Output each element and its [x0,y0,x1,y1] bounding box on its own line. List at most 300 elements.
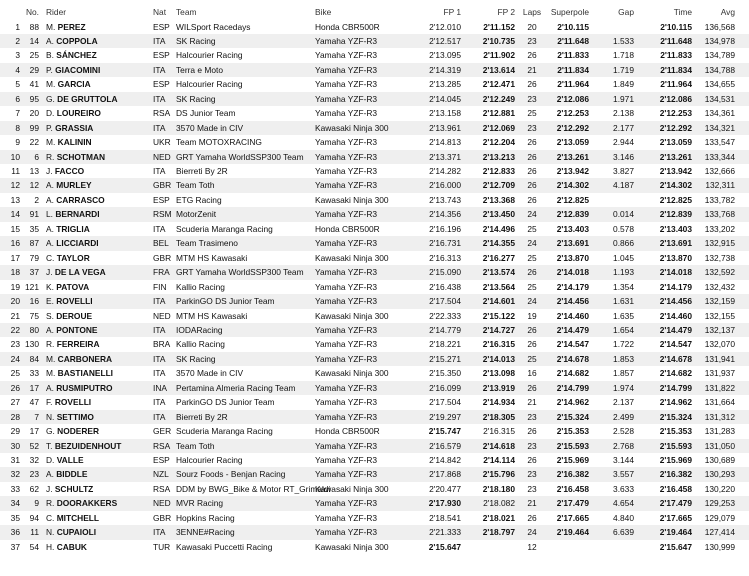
row-rider-initial: B. [46,50,54,61]
row-nationality: ITA [153,527,166,538]
row-nationality: ITA [153,296,166,307]
row-position: 34 [10,498,20,509]
row-team: 3570 Made in CIV [176,368,244,379]
row-laps: 26 [527,455,537,465]
row-laps: 26 [527,512,537,523]
row-bike: Honda CBR500R [315,223,380,234]
row-nationality: NED [153,310,171,321]
row-rider [46,178,150,193]
header-superpole: Superpole [550,7,589,17]
row-gap: 1.635 [613,310,634,321]
row-fp1: 2'14.842 [429,455,461,465]
row-team: DS Junior Team [176,108,236,119]
row-position: 26 [10,382,20,393]
row-bike: Yamaha YZF-R3 [315,512,378,523]
row-gap: 0.578 [613,223,634,234]
row-nationality: RSA [153,108,171,119]
row-position: 25 [10,368,20,379]
row-rider-initial: P. [46,122,53,133]
header-nat: Nat [153,7,167,17]
row-nationality: GER [153,426,172,437]
row-rider [46,467,150,482]
row-avg: 136,568 [704,21,735,32]
row-rider-surname: DEROUE [56,310,93,321]
row-avg: 127,414 [704,527,735,538]
row-rider [46,236,150,251]
row-gap: 1.719 [613,64,634,75]
table-row [0,337,749,352]
row-gap: 2.768 [613,440,634,451]
row-rider-surname: ROVELLI [54,397,92,408]
row-rider-surname: LICCIARDI [56,238,99,249]
row-avg: 133,782 [704,194,735,205]
row-rider-number: 84 [29,353,39,364]
header-laps: Laps [522,7,542,17]
row-superpole: 2'13.691 [556,238,589,249]
row-avg: 132,311 [705,180,735,191]
row-avg: 129,079 [704,512,735,523]
row-fp1: 2'17.504 [429,296,461,307]
row-avg: 133,344 [704,151,735,162]
row-nationality: BEL [153,238,169,249]
row-rider [46,48,150,63]
row-team: Kallio Racing [176,339,225,350]
row-superpole: 2'17.479 [556,498,589,509]
row-nationality: ESP [153,50,170,61]
row-fp1: 2'13.961 [429,122,461,133]
row-fp2: 2'18.082 [483,498,515,509]
row-team: ETG Racing [176,194,222,205]
row-bike: Yamaha YZF-R3 [315,353,378,364]
row-rider-number: 6 [34,151,39,162]
row-fp1: 2'18.221 [429,339,461,350]
row-nationality: NED [153,498,171,509]
row-superpole: 2'13.942 [556,166,589,176]
row-team: Halcourier Racing [176,50,243,61]
row-laps: 26 [527,79,537,90]
row-rider [46,34,150,49]
row-time: 2'13.059 [659,137,692,148]
header-time: Time [673,7,692,17]
row-avg: 132,666 [704,166,735,176]
row-rider-initial: R. [46,339,55,350]
row-fp2: 2'14.618 [482,440,515,451]
row-position: 15 [10,223,20,234]
row-rider [46,63,150,78]
header-fp2: FP 2 [497,7,515,17]
row-team: GRT Yamaha WorldSSP300 Team [176,267,304,278]
row-fp2: 2'12.833 [482,166,515,176]
row-fp2: 2'13.450 [482,209,515,220]
row-fp2: 2'14.496 [482,223,515,234]
row-position: 20 [10,296,20,307]
row-rider-initial: N. [46,527,55,538]
row-position: 11 [11,166,20,176]
row-rider-surname: PEREZ [57,21,86,32]
row-laps: 25 [527,108,537,119]
row-rider-number: 9 [34,498,39,509]
row-laps: 23 [527,93,537,104]
row-superpole: 2'14.018 [556,267,589,278]
row-team: MotorZenit [176,209,217,220]
row-rider-initial: M. [46,353,56,364]
row-team: MVR Racing [176,498,224,509]
row-fp1: 2'17.930 [428,498,461,509]
row-gap: 3.557 [613,469,634,480]
row-rider [46,207,150,222]
row-position: 17 [10,252,20,263]
row-team: Team Toth [176,440,215,451]
row-avg: 130,293 [704,469,735,480]
row-rider-surname: TRIGLIA [56,223,90,234]
row-laps: 24 [527,209,537,220]
row-laps: 21 [527,498,537,509]
row-bike: Honda CBR500R [315,426,380,437]
row-fp1: 2'22.333 [429,310,461,321]
row-superpole: 2'15.353 [556,426,589,437]
row-team: Team MOTOXRACING [176,137,262,148]
row-gap: 2.137 [613,397,634,408]
table-row [0,222,749,237]
row-rider-number: 80 [29,324,39,335]
row-laps: 26 [527,426,537,437]
row-rider-initial: A. [46,382,54,393]
row-rider-initial: M. [46,137,56,148]
row-time: 2'14.456 [659,296,692,307]
row-rider-initial: F. [46,397,53,408]
table-row [0,453,749,468]
row-time: 2'14.682 [659,368,692,379]
header-team: Team [176,7,197,17]
row-nationality: ESP [153,79,170,90]
row-fp1: 2'16.579 [429,440,461,451]
row-time: 2'11.964 [660,79,692,90]
row-gap: 3.146 [613,151,634,162]
row-nationality: ITA [153,93,166,104]
row-gap: 2.499 [613,411,634,422]
row-avg: 134,788 [704,64,735,75]
row-fp2: 2'12.881 [482,108,515,119]
row-laps: 23 [527,35,537,46]
row-rider-surname: MITCHELL [56,512,100,523]
row-rider-number: 32 [29,455,39,465]
row-laps: 23 [527,440,537,451]
row-rider-initial: P. [46,64,53,75]
row-rider-number: 130 [25,339,39,350]
row-fp2: 2'11.152 [483,21,515,32]
row-rider-surname: ROVELLI [56,296,93,307]
row-fp1: 2'16.196 [429,223,461,234]
row-team: 3570 Made in CIV [176,122,244,133]
row-position: 31 [10,455,20,465]
row-superpole: 2'14.479 [556,324,589,335]
row-bike: Yamaha YZF-R3 [315,469,378,480]
row-rider-initial: R. [46,151,55,162]
table-row [0,178,749,193]
row-fp2: 2'14.601 [482,296,515,307]
row-rider-surname: BIDDLE [56,469,88,480]
row-time: 2'13.870 [659,252,692,263]
row-fp2: 2'12.471 [482,79,515,90]
row-team: Scuderia Maranga Racing [176,223,273,234]
row-superpole: 2'13.403 [556,223,589,234]
row-fp1: 2'14.319 [429,64,461,75]
row-fp1: 2'16.000 [429,180,461,191]
row-bike: Kawasaki Ninja 300 [315,541,389,552]
row-superpole: 2'13.059 [556,137,589,148]
row-bike: Yamaha YZF-R3 [315,35,378,46]
row-superpole: 2'14.678 [556,353,589,364]
row-rider-number: 75 [29,310,39,321]
row-fp2: 2'14.355 [482,238,515,249]
row-bike: Yamaha YZF-R3 [315,151,378,162]
row-team: Kawasaki Puccetti Racing [176,541,273,552]
row-fp1: 2'15.350 [429,368,461,379]
row-gap: 6.639 [613,527,634,538]
row-nationality: NZL [153,469,169,480]
row-fp1: 2'14.282 [429,166,461,176]
row-superpole: 2'14.456 [556,296,589,307]
row-position: 4 [15,64,20,75]
row-fp2: 2'13.213 [482,151,515,162]
row-laps: 26 [527,166,537,176]
row-nationality: ESP [153,21,170,32]
row-rider-surname: SCHOTMAN [56,151,106,162]
row-fp1: 2'14.813 [429,137,461,148]
row-position: 36 [10,527,20,538]
row-rider-surname: SCHULTZ [54,483,94,494]
row-rider-number: 29 [29,64,39,75]
row-rider [46,410,150,425]
row-fp1: 2'14.779 [429,324,461,335]
row-fp1: 2'18.541 [429,512,461,523]
row-rider [46,395,150,410]
row-gap: 1.718 [613,50,634,61]
table-row [0,48,749,63]
row-rider-initial: J. [46,267,53,278]
row-team: Bierreti By 2R [176,411,228,422]
header-rider: Rider [46,7,67,17]
row-time: 2'12.253 [659,108,692,119]
row-fp2: 2'11.902 [483,50,515,61]
table-row [0,164,749,179]
row-rider-surname: SÁNCHEZ [56,50,97,61]
row-gap: 2.138 [613,108,634,119]
row-laps: 24 [527,296,537,307]
row-time: 2'16.458 [659,483,692,494]
row-avg: 134,789 [704,50,735,61]
row-team: Hopkins Racing [176,512,235,523]
row-superpole: 2'12.825 [556,194,589,205]
row-position: 1 [15,21,20,32]
row-team: Terra e Moto [176,64,224,75]
row-nationality: RSA [153,483,171,494]
row-nationality: ITA [153,223,166,234]
row-nationality: INA [153,382,167,393]
row-nationality: UKR [153,137,171,148]
row-bike: Yamaha YZF-R3 [315,440,378,451]
row-team: ParkinGO DS Junior Team [176,296,275,307]
row-rider-initial: A. [46,35,54,46]
row-time: 2'12.825 [659,194,692,205]
row-fp2: 2'10.735 [482,35,515,46]
row-team: SK Racing [176,353,216,364]
row-avg: 131,664 [704,397,735,408]
row-rider-surname: BASTIANELLI [57,368,114,379]
row-position: 22 [10,324,20,335]
row-laps: 26 [527,50,537,61]
row-superpole: 2'11.648 [557,35,589,46]
row-gap: 1.849 [613,79,634,90]
row-rider-number: 91 [29,209,39,220]
table-row [0,92,749,107]
row-gap: 1.193 [613,267,634,278]
row-team: Halcourier Racing [176,79,243,90]
row-avg: 129,253 [704,498,735,509]
row-time: 2'15.969 [659,455,692,465]
table-row [0,265,749,280]
row-rider-surname: TAYLOR [56,252,90,263]
row-rider-surname: CUPAIOLI [56,527,97,538]
row-rider-number: 22 [29,137,39,148]
row-rider [46,482,150,497]
row-bike: Yamaha YZF-R3 [315,455,378,465]
row-bike: Honda CBR500R [315,21,380,32]
row-rider [46,193,150,208]
row-laps: 23 [527,469,537,480]
row-time: 2'15.353 [659,426,692,437]
row-rider [46,540,150,555]
table-row [0,63,749,78]
row-nationality: RSM [153,209,172,220]
row-team: SK Racing [176,35,216,46]
row-time: 2'15.324 [659,411,692,422]
row-fp1: 2'20.477 [429,483,461,494]
row-fp2: 2'16.315 [483,426,515,437]
table-row [0,424,749,439]
row-nationality: FIN [153,281,167,292]
row-rider-number: 37 [29,267,39,278]
row-rider [46,150,150,165]
row-nationality: ITA [153,368,166,379]
row-time: 2'16.382 [659,469,692,480]
row-superpole: 2'14.962 [556,397,589,408]
row-rider [46,222,150,237]
row-avg: 132,137 [704,324,735,335]
row-rider-initial: E. [46,296,54,307]
row-rider-initial: A. [46,180,54,191]
row-fp1: 2'16.313 [429,252,461,263]
row-bike: Kawasaki Ninja 300 [315,122,389,133]
row-position: 27 [10,397,20,408]
row-bike: Kawasaki Ninja 300 [315,368,389,379]
row-time: 2'17.479 [659,498,692,509]
row-laps: 26 [527,180,537,191]
row-rider-initial: D. [46,108,55,119]
row-time: 2'14.179 [659,281,692,292]
row-position: 3 [15,50,20,61]
row-avg: 130,689 [704,455,735,465]
row-laps: 24 [527,527,537,538]
row-team: Pertamina Almeria Racing Team [176,382,296,393]
row-rider-number: 94 [29,512,39,523]
row-time: 2'13.691 [659,238,692,249]
row-fp2: 2'18.305 [482,411,515,422]
row-rider-initial: C. [46,252,55,263]
row-fp2: 2'18.797 [482,527,515,538]
row-bike: Yamaha YZF-R3 [315,166,378,176]
row-bike: Yamaha YZF-R3 [315,50,378,61]
row-position: 33 [10,483,20,494]
table-row [0,251,749,266]
row-rider-initial: N. [46,411,55,422]
row-avg: 131,822 [704,382,735,393]
row-bike: Yamaha YZF-R3 [315,324,378,335]
row-fp1: 2'17.868 [429,469,461,480]
row-gap: 3.827 [613,166,634,176]
table-header [0,5,749,20]
row-rider-initial: A. [46,223,54,234]
row-time: 2'10.115 [660,21,692,32]
row-time: 2'14.547 [659,339,692,350]
row-bike: Yamaha YZF-R3 [315,180,378,191]
row-rider-surname: DE LA VEGA [54,267,106,278]
row-team: SK Racing [176,93,216,104]
row-rider-initial: M. [46,21,56,32]
row-fp2: 2'14.114 [483,455,515,465]
row-rider-number: 14 [29,35,39,46]
row-rider [46,164,150,179]
row-position: 7 [15,108,20,119]
row-fp2: 2'13.614 [482,64,515,75]
table-row [0,280,749,295]
row-rider-surname: FACCO [54,166,85,176]
row-fp2: 2'12.204 [482,137,515,148]
row-rider-initial: T. [46,440,53,451]
row-superpole: 2'15.593 [556,440,589,451]
row-fp2: 2'13.098 [482,368,515,379]
row-time: 2'14.302 [659,180,692,191]
row-rider [46,453,150,468]
row-time: 2'13.403 [659,223,692,234]
row-superpole: 2'11.834 [557,64,589,75]
row-rider-surname: MURLEY [56,180,92,191]
row-avg: 131,941 [704,353,735,364]
row-fp1: 2'13.285 [429,79,461,90]
row-nationality: ITA [153,122,166,133]
row-fp2: 2'13.368 [482,194,515,205]
row-rider [46,121,150,136]
row-superpole: 2'11.833 [557,50,589,61]
row-laps: 23 [527,122,537,133]
row-rider [46,424,150,439]
row-gap: 0.866 [613,238,634,249]
row-gap: 1.354 [613,281,634,292]
header-gap: Gap [618,7,634,17]
row-rider-surname: DE GRUTTOLA [57,93,118,104]
row-gap: 3.144 [613,455,634,465]
row-bike: Yamaha YZF-R3 [315,79,378,90]
row-laps: 23 [527,411,537,422]
row-avg: 130,220 [704,483,735,494]
row-position: 37 [10,541,20,552]
row-rider-initial: A. [46,238,54,249]
row-laps: 25 [527,223,537,234]
row-fp1: 2'16.731 [429,238,461,249]
row-rider [46,323,150,338]
row-rider [46,294,150,309]
table-row [0,135,749,150]
